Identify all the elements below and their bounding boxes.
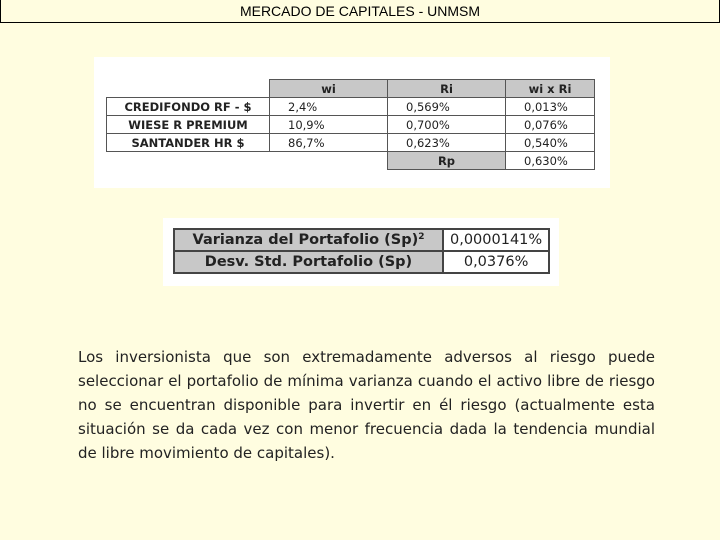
- returns-header-row: [107, 80, 595, 98]
- cell-ri: 0,569%: [388, 98, 506, 116]
- table-row: [107, 134, 595, 152]
- fund-name: CREDIFONDO RF - $: [107, 98, 270, 116]
- empty-cell: [107, 152, 270, 170]
- table-row: [107, 116, 595, 134]
- page-header: [0, 0, 720, 23]
- total-value: 0,630%: [506, 152, 595, 170]
- cell-wi: 2,4%: [270, 98, 388, 116]
- cell-wiri: 0,540%: [506, 134, 595, 152]
- risk-table-panel: [163, 218, 559, 286]
- cell-ri: 0,700%: [388, 116, 506, 134]
- cell-wiri: 0,013%: [506, 98, 595, 116]
- fund-name: WIESE R PREMIUM: [107, 116, 270, 134]
- variance-label-cell: [174, 229, 443, 251]
- table-row: [107, 98, 595, 116]
- variance-value: 0,0000141%: [443, 229, 549, 251]
- cell-wi: 86,7%: [270, 134, 388, 152]
- returns-table: [106, 79, 595, 170]
- std-value: 0,0376%: [443, 251, 549, 273]
- col-header-wiri: wi x Ri: [506, 80, 595, 98]
- body-paragraph: Los inversionista que son extremadamente adversos al riesgo puede seleccionar el portafolio de mínima varianza cuando el activo libre de riesgo no se encuentran disponible para invertir en él riesgo (actualmente esta situación se da cada vez con menor frecuencia dada la tendencia mundial de libre movimiento de capitales).: [78, 348, 655, 462]
- risk-table: [173, 228, 550, 274]
- cell-ri: 0,623%: [388, 134, 506, 152]
- total-row: [107, 152, 595, 170]
- total-label: Rp: [388, 152, 506, 170]
- std-label: Desv. Std. Portafolio (Sp): [174, 251, 443, 273]
- cell-wiri: 0,076%: [506, 116, 595, 134]
- header-empty-cell: [107, 80, 270, 98]
- std-row: [174, 251, 549, 273]
- header-title: MERCADO DE CAPITALES - UNMSM: [239, 3, 481, 19]
- variance-superscript: 2: [418, 232, 425, 242]
- empty-cell: [270, 152, 388, 170]
- variance-row: [174, 229, 549, 251]
- returns-table-panel: [94, 57, 610, 188]
- col-header-wi: wi: [270, 80, 388, 98]
- variance-label: Varianza del Portafolio (Sp): [192, 232, 419, 248]
- fund-name: SANTANDER HR $: [107, 134, 270, 152]
- cell-wi: 10,9%: [270, 116, 388, 134]
- col-header-ri: Ri: [388, 80, 506, 98]
